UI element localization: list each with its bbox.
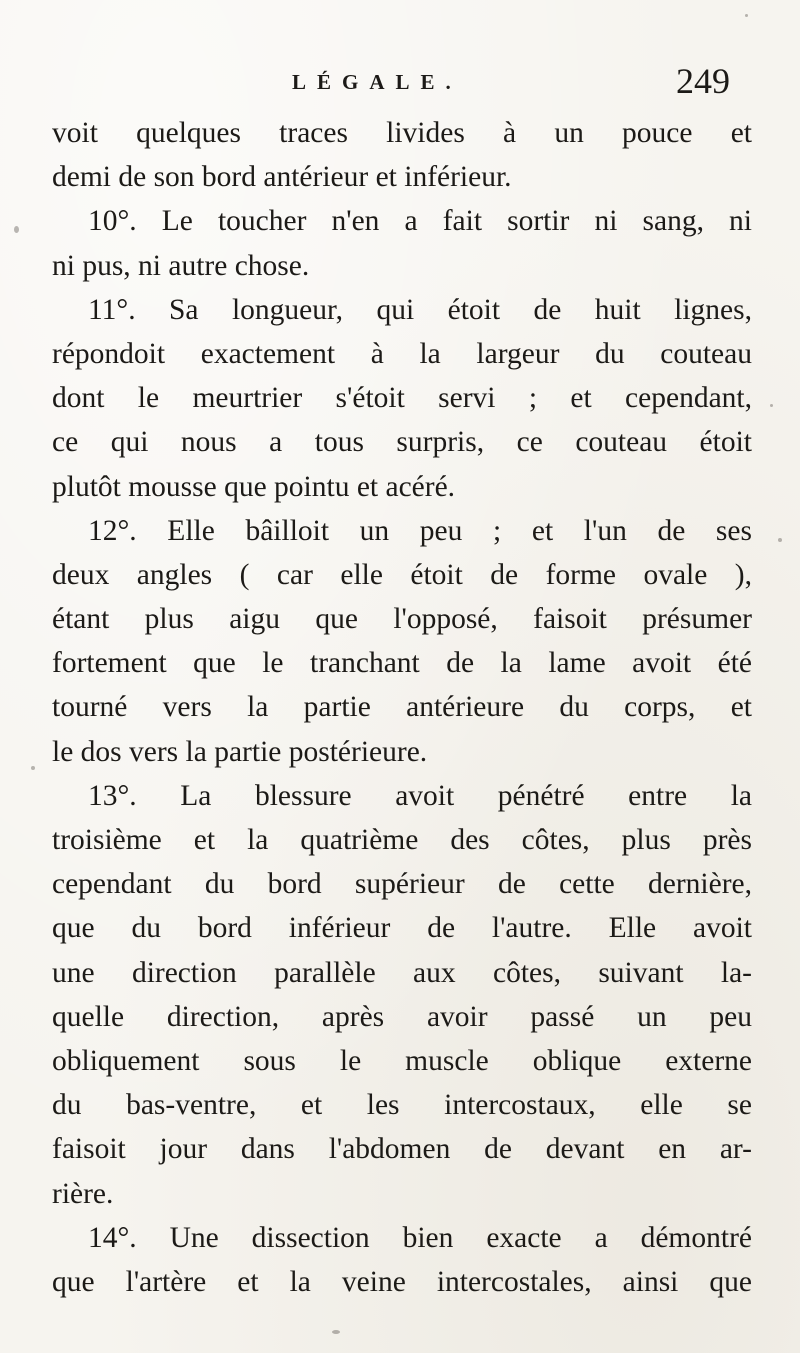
paper-speck [745,14,748,17]
text-line: rière. [52,1177,114,1210]
text-line: quelle direction, après avoir passé un peu [52,1000,752,1033]
text-line: que du bord inférieur de l'autre. Elle avoit [52,912,752,945]
text-line: tourné vers la partie antérieure du corps, et [52,691,752,724]
text-line: deux angles ( car elle étoit de forme ovale ), [52,558,752,591]
text-line: 12°. Elle bâilloit un peu ; et l'un de ses [88,514,752,547]
text-line: faisoit jour dans l'abdomen de devant en ar- [52,1133,752,1166]
text-line: demi de son bord antérieur et inférieur. [52,161,512,194]
paper-speck [14,226,19,233]
text-line: plutôt mousse que pointu et acéré. [52,470,456,503]
text-line: ni pus, ni autre chose. [52,249,310,282]
paper-speck [778,538,782,542]
text-line: ce qui nous a tous surpris, ce couteau étoit [52,426,752,459]
text-line: voit quelques traces livides à un pouce et [52,117,752,149]
text-line: du bas-ventre, et les intercostaux, elle se [52,1089,752,1122]
text-line: une direction parallèle aux côtes, suivant la- [52,956,752,989]
text-line: 14°. Une dissection bien exacte a démontré [88,1221,752,1254]
text-line: troisième et la quatrième des côtes, plus près [52,824,752,856]
text-line: 10°. Le toucher n'en a fait sortir ni sang, ni [88,205,752,238]
paper-speck [332,1330,340,1334]
running-title: LÉGALE. [292,70,462,94]
paper-speck [770,404,773,407]
text-line: cependant du bord supérieur de cette dernière, [52,868,752,901]
text-line: le dos vers la partie postérieure. [52,735,428,768]
running-head [0,58,800,101]
text-line: étant plus aigu que l'opposé, faisoit présumer [52,603,752,636]
paper-speck [31,766,35,770]
text-line: obliquement sous le muscle oblique externe [52,1044,752,1077]
text-line: 11°. Sa longueur, qui étoit de huit lignes, [88,293,752,326]
text-line: 13°. La blessure avoit pénétré entre la [88,779,752,812]
text-line: dont le meurtrier s'étoit servi ; et cependant, [52,382,752,415]
page-number: 249 [676,61,730,101]
body-text [52,111,752,1304]
text-line: fortement que le tranchant de la lame avoit été [52,647,752,680]
text-line: que l'artère et la veine intercostales, ainsi que [52,1265,752,1298]
text-line: répondoit exactement à la largeur du couteau [52,337,752,370]
